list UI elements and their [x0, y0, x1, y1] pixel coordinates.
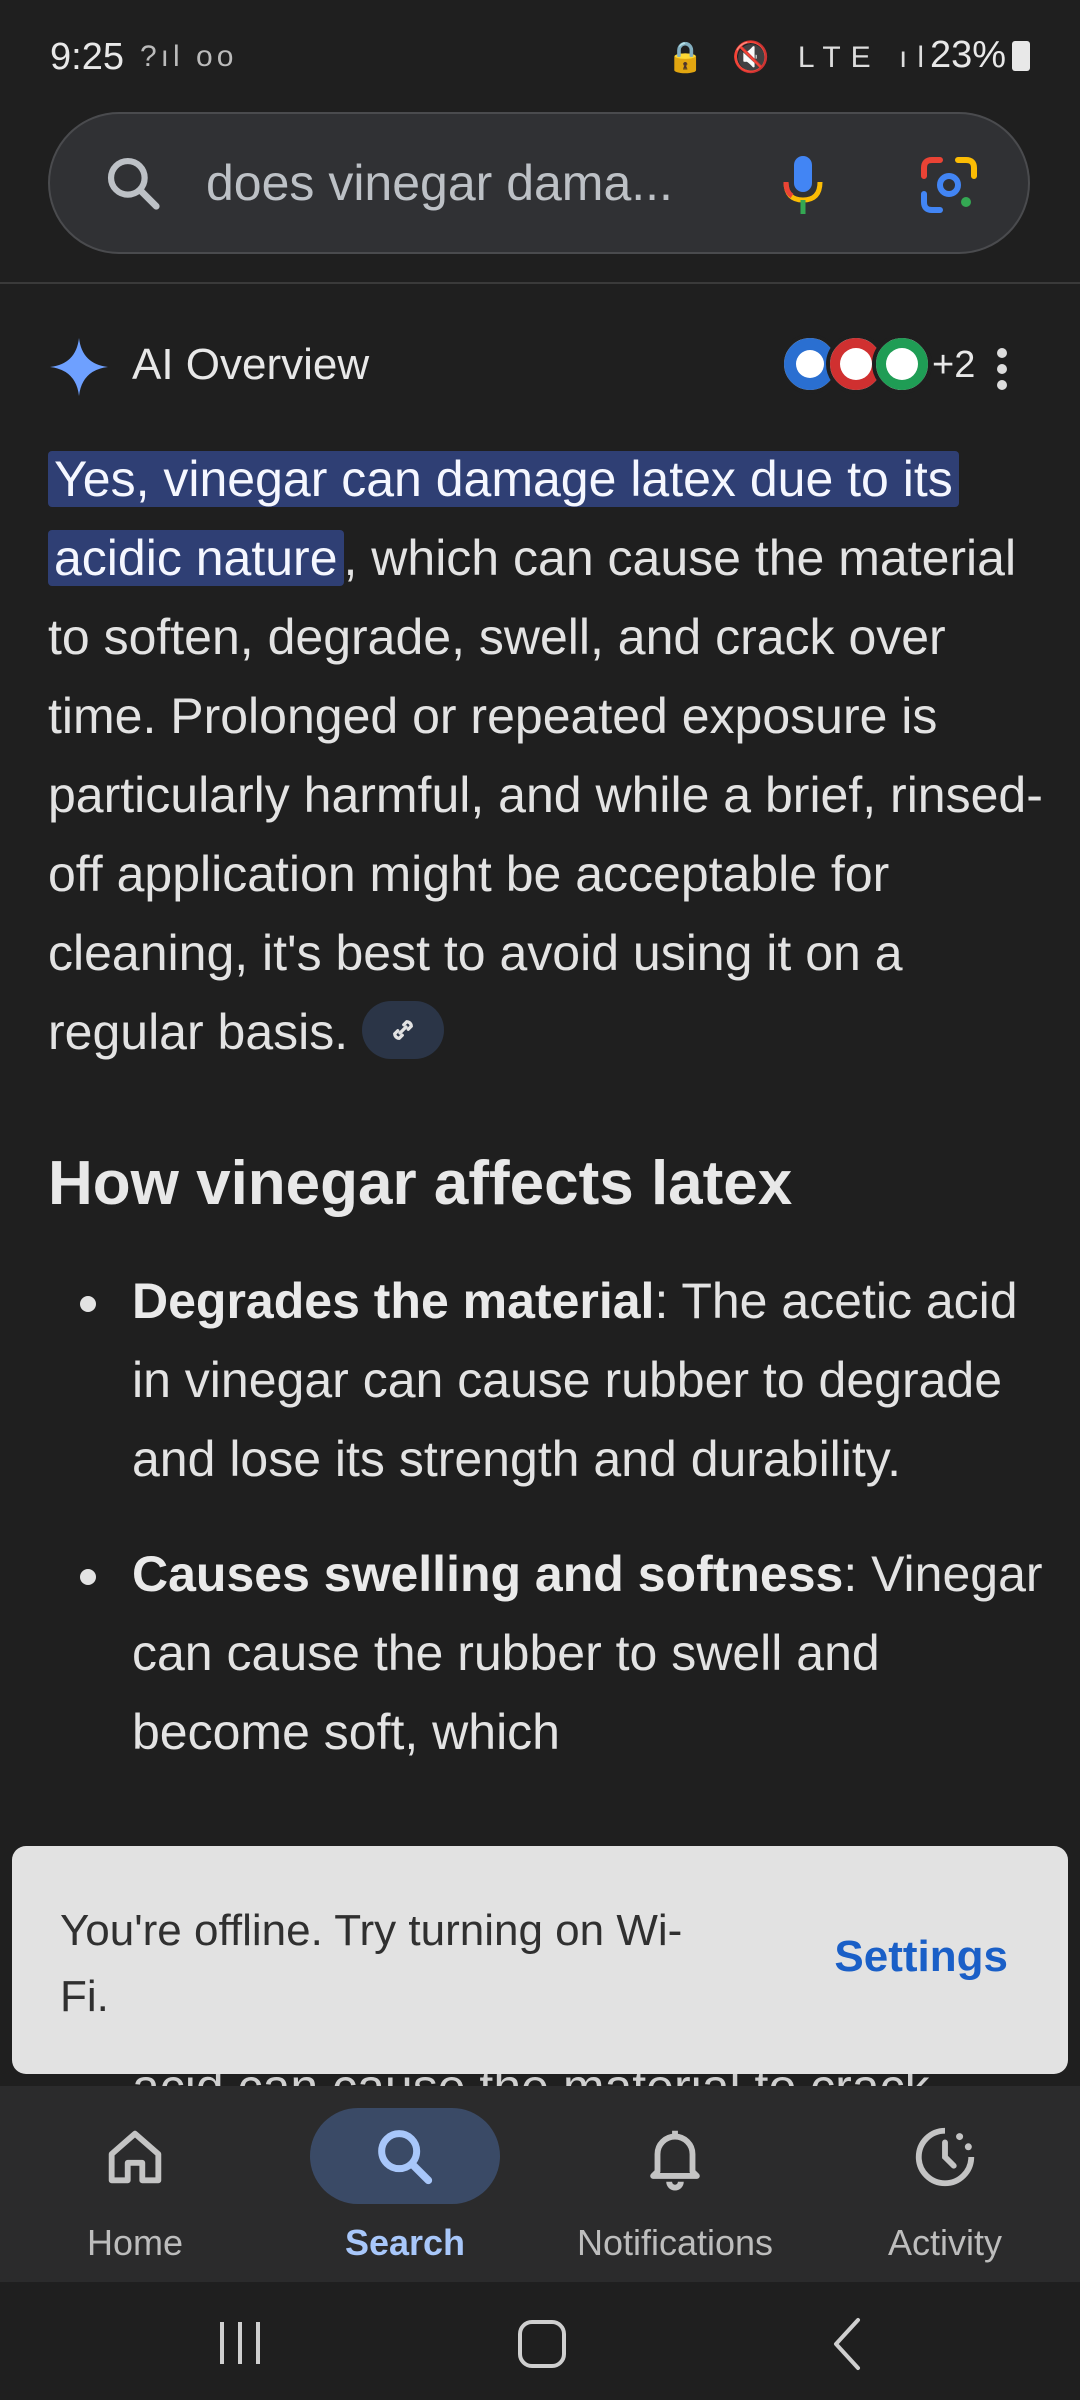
bullet-dot [80, 1569, 96, 1585]
link-icon [385, 1012, 421, 1048]
highlighted-text[interactable]: Yes, vinegar can damage latex due to its [48, 451, 959, 507]
search-bar[interactable] [48, 112, 1030, 254]
source-avatar-icon[interactable] [872, 334, 932, 394]
nav-label: Search [344, 2222, 466, 2263]
status-time: 9:25 [50, 36, 124, 78]
status-bar [0, 0, 1080, 112]
nav-label: Notifications [576, 2222, 774, 2263]
list-item [48, 1262, 1048, 1499]
nav-label: Home [86, 2222, 184, 2263]
nav-label: Activity [887, 2222, 1002, 2263]
activity-icon [910, 2122, 980, 2192]
bullet-text: : The acetic acid in vinegar can cause rubber to degrade and lose its strength and durability. [132, 1273, 1018, 1487]
bottom-navigation [0, 2086, 1080, 2282]
citation-link-button[interactable] [362, 1001, 444, 1059]
nav-home[interactable] [0, 2098, 270, 2278]
recent-apps-icon[interactable] [214, 2318, 270, 2368]
search-icon [370, 2122, 440, 2192]
nav-notifications[interactable] [540, 2098, 810, 2278]
status-right-icons: 🔒 🔇 LTE ıl [666, 41, 934, 74]
google-lens-icon[interactable] [918, 154, 980, 216]
settings-button[interactable]: Settings [834, 1932, 1008, 1981]
more-sources-count[interactable]: +2 [932, 344, 976, 386]
search-icon [102, 152, 164, 214]
bullet-dot [80, 1296, 96, 1312]
ai-sparkle-icon [48, 336, 110, 398]
ai-overview-header [48, 330, 1038, 402]
battery-percent: 23% [929, 34, 1006, 76]
divider [0, 282, 1080, 284]
nav-search[interactable] [270, 2098, 540, 2278]
search-query[interactable]: does vinegar dama... [206, 155, 673, 211]
home-button-icon[interactable] [516, 2318, 568, 2370]
status-left-icons: ?ıl oo [140, 40, 238, 73]
highlighted-text[interactable]: acidic nature [48, 530, 344, 586]
more-options-icon[interactable] [992, 344, 1012, 396]
nav-activity[interactable] [810, 2098, 1080, 2278]
bullet-term: Causes swelling and softness [132, 1546, 844, 1602]
back-icon[interactable] [828, 2316, 868, 2372]
system-navigation-bar [0, 2282, 1080, 2400]
bullet-term: Degrades the material [132, 1273, 655, 1329]
bullet-text: : Vinegar can cause the rubber to swell and become soft, which [132, 1546, 1043, 1760]
ai-overview-answer [48, 440, 1048, 1072]
battery-indicator [930, 34, 1030, 77]
source-avatars[interactable] [732, 330, 976, 402]
list-item [48, 1535, 1048, 1772]
microphone-icon[interactable] [778, 154, 828, 218]
bell-icon [640, 2122, 710, 2192]
bullet-list [48, 1262, 1048, 1808]
home-icon [100, 2122, 170, 2192]
answer-text: , which can cause the material to soften, degrade, swell, and crack over time. Prolonged or repeated exposure is particularly harmful, and while a brief, rinsed-off application might be acceptable for cleaning, it's best to avoid using it on a regular basis. [48, 530, 1043, 1060]
battery-icon [1012, 41, 1030, 71]
snackbar-message: You're offline. Try turning on Wi-Fi. [60, 1906, 683, 2021]
ai-overview-title: AI Overview [132, 340, 370, 389]
offline-snackbar [12, 1846, 1068, 2074]
section-heading: How vinegar affects latex [48, 1149, 793, 1218]
